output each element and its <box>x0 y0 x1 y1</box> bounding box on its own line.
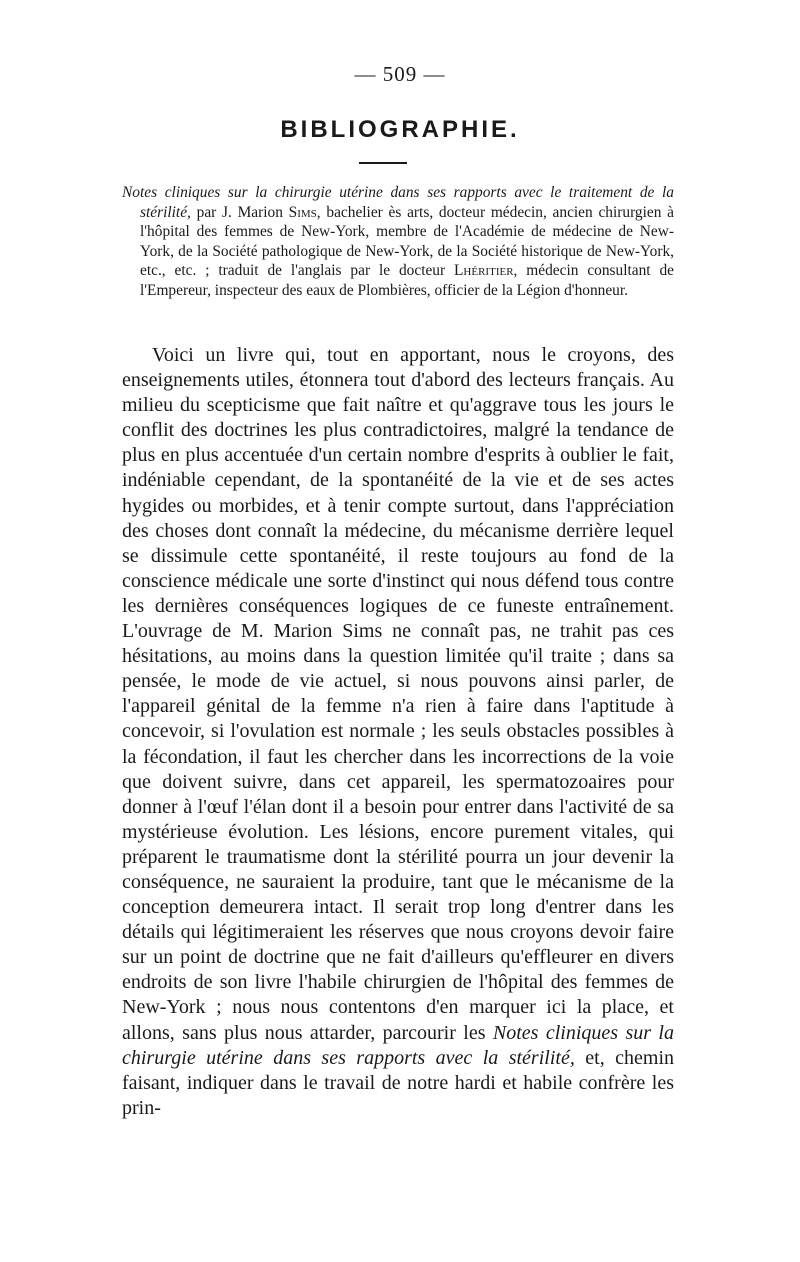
page-number: — 509 — <box>354 62 446 86</box>
bibliographic-citation <box>122 183 674 301</box>
body-italic-title: Notes cliniques sur la chirurgie utérine dans ses rapports avec la stérilité, <box>122 1021 674 1069</box>
citation-work-title: Notes cliniques sur la chirurgie utérine dans ses rapports avec le traitement de la stérilité, <box>122 184 674 221</box>
body-text-1: Voici un livre qui, tout en apportant, nous le croyons, des enseignements utiles, étonnera tout d'abord des lecteurs français. Au milieu du scepticisme que fait naître et qu'aggrave tous les jours le conflit des doctrines les plus contradictoires, malgré la tendance de plus en plus accentuée d'un certain nombre d'esprits à oublier le fait, indéniable cependant, de la spontanéité de la vie et de ses actes hygides ou morbides, et à tenir compte surtout, dans l'appréciation des choses dont connaît la médecine, du mécanisme derrière lequel se dissimule cette spontanéité, il reste toujours au fond de la conscience médicale une sorte d'instinct qui nous défend tous contre les dernières conséquences logiques de ce funeste entraînement. L'ouvrage de M. Marion Sims ne connaît pas, ne trahit pas ces hésitations, au moins dans la question limitée qu'il traite ; dans sa pensée, le mode de vie actuel, si nous pouvons ainsi parler, de l'appareil génital de la femme n'a rien à faire dans l'aptitude à concevoir, si l'ovulation est normale ; les seuls obstacles possibles à la fécondation, il faut les chercher dans les incorrections de la voie que doivent suivre, dans cet appareil, les spermatozoaires pour donner à l'œuf l'élan dont il a besoin pour entrer dans l'activité de sa mystérieuse évolution. Les lésions, encore purement vitales, qui préparent le traumatisme dont la stérilité pourra un jour devenir la conséquence, ne sauraient la produire, tant que le mécanisme de la conception demeurera intact. Il serait trop long d'entrer dans les détails qui légitimeraient les réserves que nous croyons devoir faire sur un point de doctrine que ne fait d'ailleurs qu'effleurer en divers endroits de son livre l'habile chirurgien de l'hôpital des femmes de New-York ; nous nous contentons d'en marquer ici la place, et allons, sans plus nous attarder, parcourir les <box>122 344 674 1044</box>
body-text-2: et, chemin faisant, indiquer dans le travail de notre hardi et habile confrère les prin- <box>122 1046 675 1119</box>
section-title: BIBLIOGRAPHIE. <box>280 116 520 143</box>
citation-details-2: , médecin consultant de l'Empereur, inspecteur des eaux de Plombières, officier de la Légion d'honneur. <box>140 262 675 299</box>
citation-by: par J. Marion <box>190 203 289 221</box>
citation-author: Sims <box>288 203 317 221</box>
body-paragraph <box>122 343 674 1121</box>
citation-translator: Lhéritier <box>454 262 514 280</box>
title-rule <box>359 162 407 164</box>
citation-details-1: , bachelier ès arts, docteur médecin, ancien chirurgien à l'hôpital des femmes de New-York, membre de l'Académie de médecine de New-York, de la Société pathologique de New-York, de la Société historique de New-York, etc., etc. ; traduit de l'anglais par le docteur <box>140 203 675 280</box>
